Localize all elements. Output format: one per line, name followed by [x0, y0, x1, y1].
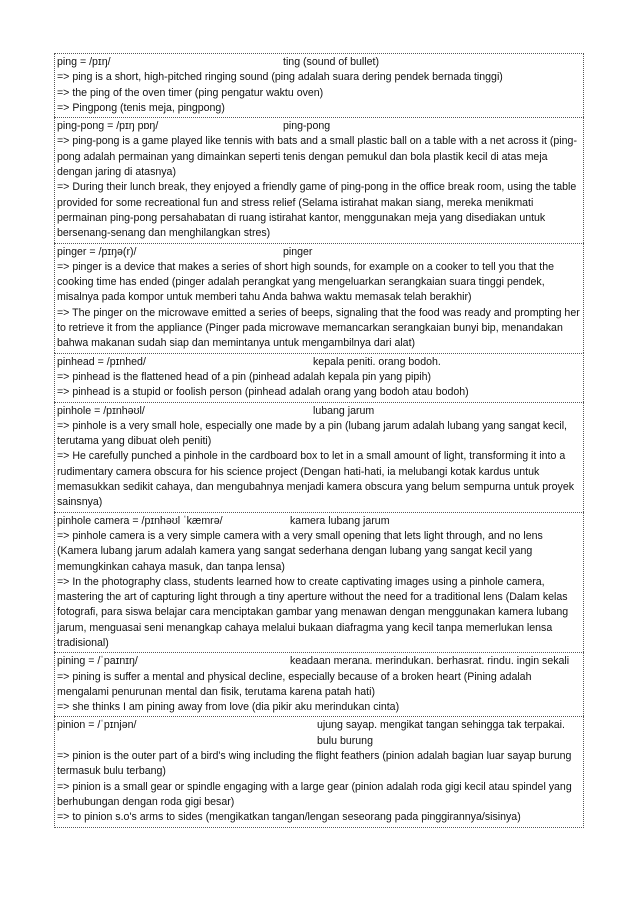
entry-head	[57, 119, 581, 134]
entry-term: pinion = /ˈpɪnjən/	[57, 719, 137, 732]
entry-line: => pinhole is a very small hole, especially one made by a pin (lubang jarum adalah lubang yang sangat kecil, terutama yang dibuat oleh peniti)	[57, 419, 567, 448]
entry-line: => pinion is the outer part of a bird's wing including the flight feathers (pinion adalah bagian luar sayap burung termasuk bulu terbang)	[57, 750, 572, 778]
entry-line: => the ping of the oven timer (ping pengatur waktu oven)	[57, 86, 324, 99]
entry-head	[57, 355, 581, 370]
entry-line: => He carefully punched a pinhole in the cardboard box to let in a small amount of light, transforming it into a rudimentary camera obscura for his science project (Dengan hati-hati, ia melubangi kotak kardus untuk memasukkan sedikit cahaya, dan mengubahnya menjadi kamera obscura yang belum sempurna untuk proyek sainsnya)	[57, 450, 575, 509]
entry-line: => The pinger on the microwave emitted a series of beeps, signaling that the food was ready and prompting her to retrieve it from the appliance (Pinger pada microwave memancarkan serangkaian bunyi bip, menandakan bahwa makanan sudah siap dan memintanya untuk mengambilnya dari alat)	[57, 306, 580, 350]
entry-line: => pinion is a small gear or spindle engaging with a large gear (pinion adalah roda gigi kecil atau spindel yang berhubungan dengan roda gigi besar)	[57, 780, 572, 808]
entry-line: => pining is suffer a mental and physical decline, especially because of a broken heart (Pining adalah mengalami penurunan mental dan fisik, terutama karena patah hati)	[57, 670, 532, 698]
entry-meaning: pinger	[283, 245, 313, 258]
entry-head	[57, 55, 581, 70]
entry-head	[57, 654, 581, 669]
entry-meaning: ting (sound of bullet)	[283, 56, 379, 68]
entry-meaning: kepala peniti. orang bodoh.	[313, 355, 441, 368]
entry-ping	[54, 53, 584, 117]
entry-pinion	[54, 716, 584, 827]
entry-ping-pong	[54, 117, 584, 242]
entry-line: => During their lunch break, they enjoyed a friendly game of ping-pong in the office break room, using the table provided for some recreational fun and stress relief (Selama istirahat makan siang, mereka menikmati permainan ping-pong persahabatan di ruang istirahat kantor, menggunakan meja yang disediakan untuk bersenang-senang dan menghilangkan stres)	[57, 181, 577, 240]
entry-line: => Pingpong (tenis meja, pingpong)	[57, 101, 225, 114]
entry-line: => pinhead is the flattened head of a pin (pinhead adalah kepala pin yang pipih)	[57, 370, 432, 383]
entry-term: ping = /pɪŋ/	[57, 56, 111, 68]
entry-pinhole	[54, 402, 584, 512]
dictionary-page	[54, 53, 584, 828]
entry-line: => she thinks I am pining away from love (dia pikir aku merindukan cinta)	[57, 701, 400, 714]
entry-term: pinger = /pɪŋə(r)/	[57, 245, 137, 258]
entry-term: pinhole = /pɪnhəʊl/	[57, 404, 145, 417]
entry-meaning: kamera lubang jarum	[290, 514, 390, 527]
entry-line: => In the photography class, students learned how to create captivating images using a pinhole camera, mastering the art of capturing light through a tiny aperture without the need for a traditional lens (Dalam kelas fotografi, para siswa belajar cara menciptakan gambar yang menawan dengan menggunakan kamera lubang jarum, menguasai seni menangkap cahaya melalui bukaan diafragma yang kecil tanpa memerlukan lensa tradisional)	[57, 575, 569, 649]
entry-meaning: lubang jarum	[313, 404, 375, 417]
entry-pining	[54, 652, 584, 716]
entry-head	[57, 718, 581, 749]
entry-line: => pinhead is a stupid or foolish person (pinhead adalah orang yang bodoh atau bodoh)	[57, 386, 469, 399]
entry-meaning: keadaan merana. merindukan. berhasrat. rindu. ingin sekali	[290, 655, 570, 668]
entry-head	[57, 404, 581, 419]
entry-line: => ping is a short, high-pitched ringing sound (ping adalah suara dering pendek bernada tinggi)	[57, 71, 503, 84]
entry-term: pinhole camera = /pɪnhəʊl ˈkæmrə/	[57, 514, 223, 527]
entry-line: => pinhole camera is a very simple camera with a very small opening that lets light through, and no lens (Kamera lubang jarum adalah kamera yang sangat sederhana dengan lubang yang sangat kecil yang memungkinkan cahaya masuk, dan tanpa lensa)	[57, 529, 543, 573]
entry-head	[57, 245, 581, 260]
entry-pinhead	[54, 353, 584, 402]
entry-pinger	[54, 243, 584, 353]
entry-meaning: ping-pong	[283, 120, 331, 133]
entry-term: pinhead = /pɪnhed/	[57, 355, 146, 368]
entry-line: => to pinion s.o's arms to sides (mengikatkan tangan/lengan seseorang pada pinggirannya/sisinya)	[57, 811, 521, 824]
entry-term: ping-pong = /pɪŋ pɒŋ/	[57, 120, 159, 133]
entry-term: pining = /ˈpaɪnɪŋ/	[57, 655, 138, 668]
entry-head	[57, 514, 581, 529]
entry-line: => pinger is a device that makes a series of short high sounds, for example on a cooker to tell you that the cooking time has ended (pinger adalah perangkat yang mengeluarkan serangkaian suara tinggi pendek, misalnya pada kompor untuk memberi tahu Anda bahwa waktu memasak telah berakhir)	[57, 260, 555, 304]
entry-pinhole-camera	[54, 512, 584, 653]
entry-line: => ping-pong is a game played like tennis with bats and a small plastic ball on a table with a net across it (ping-pong adalah permainan yang dimainkan seperti tenis dengan pemukul dan bola plastik kecil di atas meja dengan jaring di atasnya)	[57, 135, 577, 179]
entry-meaning: ujung sayap. mengikat tangan sehingga tak terpakai. bulu burung	[317, 719, 565, 747]
